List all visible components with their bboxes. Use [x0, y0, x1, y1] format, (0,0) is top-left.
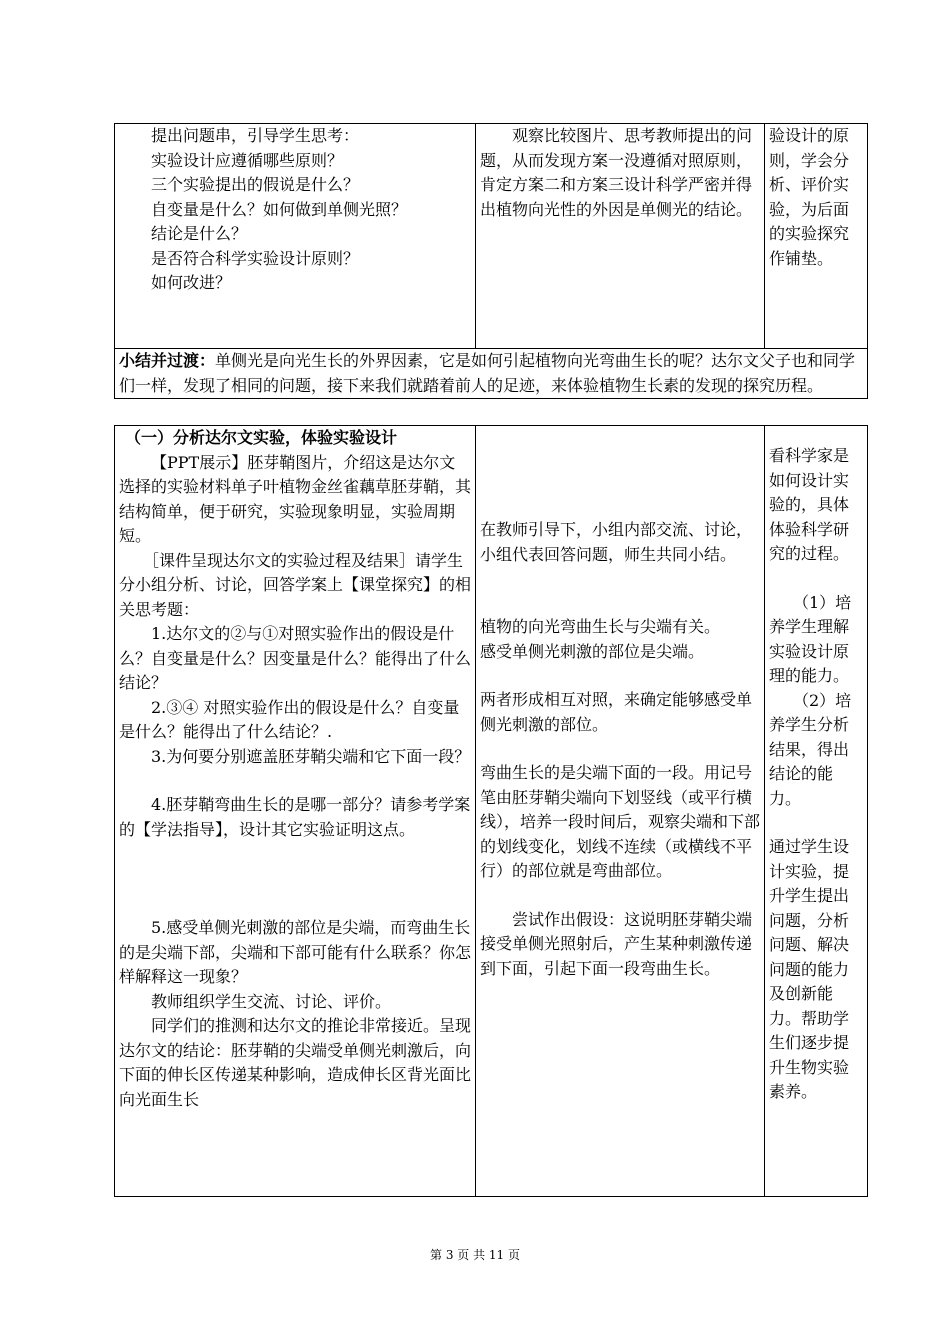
- teacher-line: 4.胚芽鞘弯曲生长的是哪一部分？请参考学案的【学法指导】，设计其它实验证明这点。: [119, 795, 471, 839]
- teacher-line: 教师组织学生交流、讨论、评价。: [151, 991, 392, 1011]
- student-text: 尝试作出假设：这说明胚芽鞘尖端接受单侧光照射后，产生某种刺激传递到下面，引起下面一段弯曲生长。: [480, 909, 753, 978]
- lesson-table-top: [114, 123, 868, 399]
- teacher-line: 三个实验提出的假说是什么？: [151, 175, 360, 194]
- student-text: 两者形成相互对照，来确定能够感受单侧光刺激的部位。: [480, 690, 753, 734]
- teacher-line: 1.达尔文的②与①对照实验作出的假设是什么？自变量是什么？因变量是什么？能得出了什么结论？: [119, 624, 472, 692]
- teacher-line: 结论是什么？: [151, 224, 248, 243]
- intent-text: 看科学家是如何设计实验的，具体体验科学研究的过程。: [769, 446, 850, 563]
- teacher-line: 【PPT展示】胚芽鞘图片，介绍这是达尔文选择的实验材料单子叶植物金丝雀藕草胚芽鞘，其结构简单，便于研究，实验现象明显，实验周期短。: [119, 452, 472, 545]
- teacher-line: 是否符合科学实验设计原则？: [151, 248, 360, 268]
- lesson-table-bottom: [114, 425, 868, 1197]
- teacher-line: 2.③④ 对照实验作出的假设是什么？自变量是什么？能得出了什么结论？.: [119, 697, 460, 741]
- student-text: 观察比较图片、思考教师提出的问题，从而发现方案一没遵循对照原则，肯定方案二和方案三设计科学严密并得出植物向光性的外因是单侧光的结论。: [480, 126, 753, 219]
- intent-text: （1）培养学生理解实验设计原理的能力。: [769, 592, 852, 685]
- teacher-line: 同学们的推测和达尔文的推论非常接近。呈现达尔文的结论：胚芽鞘的尖端受单侧光刺激后，向下面的伸长区传递某种影响，造成伸长区背光面比向光面生长: [119, 1016, 472, 1109]
- summary-text: 单侧光是向光生长的外界因素，它是如何引起植物向光弯曲生长的呢？达尔文父子也和同学们一样，发现了相同的问题，接下来我们就踏着前人的足迹，来体验植物生长素的发现的探究历程。: [119, 351, 856, 395]
- page-number-footer: 第 3 页 共 11 页: [430, 1248, 520, 1262]
- teacher-activity-cell: [115, 124, 476, 349]
- summary-cell: [115, 349, 868, 399]
- student-activity-cell: [476, 124, 765, 349]
- student-text: 感受单侧光刺激的部位是尖端。: [480, 641, 705, 661]
- teacher-line: 自变量是什么？如何做到单侧光照？: [151, 199, 408, 219]
- table-row: [115, 349, 868, 399]
- teacher-line: 5.感受单侧光刺激的部位是尖端，而弯曲生长的是尖端下部，尖端和下部可能有什么联系？你怎样解释这一现象？: [119, 918, 472, 986]
- intent-text: （2）培养学生分析结果，得出结论的能力。: [769, 690, 852, 808]
- design-intent-cell: [765, 426, 868, 1197]
- student-text: 在教师引导下，小组内部交流、讨论，小组代表回答问题，师生共同小结。: [480, 520, 753, 564]
- design-intent-cell: [765, 124, 868, 349]
- student-text: 植物的向光弯曲生长与尖端有关。: [480, 617, 721, 636]
- teacher-line: 如何改进？: [151, 273, 232, 292]
- intent-text: 验设计的原则，学会分析、评价实验，为后面的实验探究作铺垫。: [769, 126, 850, 268]
- teacher-line: 提出问题串，引导学生思考：: [151, 126, 360, 145]
- student-activity-cell: [476, 426, 765, 1197]
- student-text: 弯曲生长的是尖端下面的一段。用记号笔由胚芽鞘尖端向下划竖线（或平行横线），培养一段时间后，观察尖端和下部的划线变化，划线不连续（或横线不平行）的部位就是弯曲部位。: [480, 763, 761, 880]
- section-heading: （一）分析达尔文实验，体验实验设计: [125, 428, 398, 447]
- intent-text: 通过学生设计实验，提升学生提出问题，分析问题、解决问题的能力及创新能力。帮助学生们逐步提升生物实验素养。: [769, 837, 850, 1101]
- teacher-line: 实验设计应遵循哪些原则？: [151, 150, 344, 170]
- teacher-line: ［课件呈现达尔文的实验过程及结果］请学生分小组分析、讨论，回答学案上【课堂探究】的相关思考题：: [119, 550, 472, 619]
- teacher-line: 3.为何要分别遮盖胚芽鞘尖端和它下面一段？: [151, 746, 471, 766]
- table-row: [115, 426, 868, 1197]
- table-row: [115, 124, 868, 349]
- teacher-activity-cell: [115, 426, 476, 1197]
- summary-label: 小结并过渡：: [119, 351, 216, 370]
